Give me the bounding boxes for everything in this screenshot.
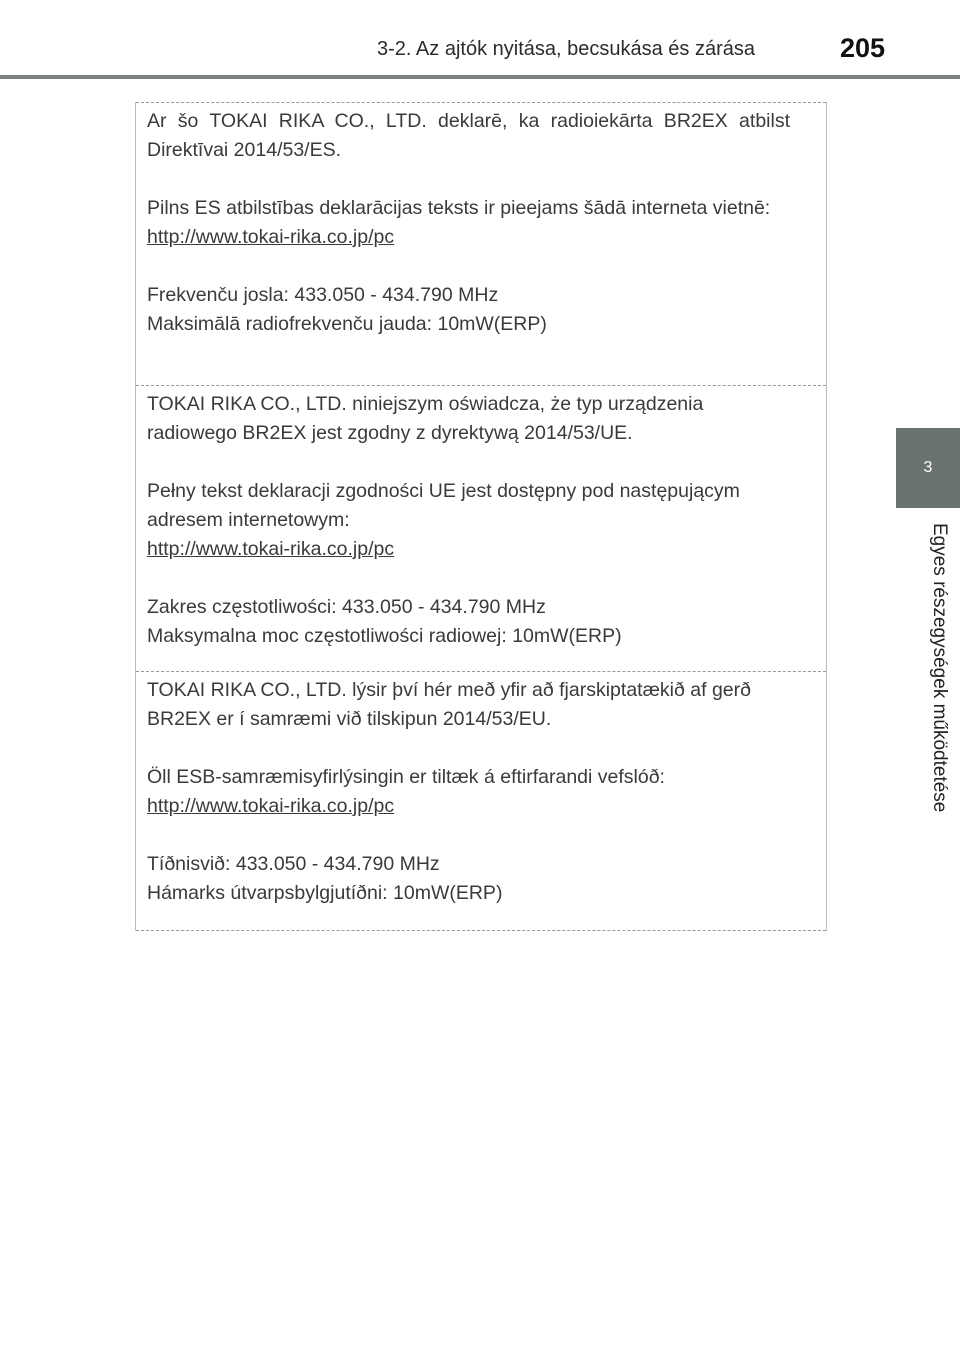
declaration-url-wrap <box>147 792 790 821</box>
declaration-section-icelandic <box>136 671 826 931</box>
declaration-url-wrap <box>147 535 790 564</box>
page-header-title: 3-2. Az ajtók nyitása, becsukása és zárása <box>377 38 755 60</box>
declaration-url-wrap <box>147 223 790 252</box>
chapter-number: 3 <box>923 459 933 476</box>
page-number: 205 <box>839 33 885 63</box>
declaration-text: TOKAI RIKA CO., LTD. lýsir því hér með yfir að fjarskiptatækið af gerð BR2EX er í samræmi við tilskipun 2014/53/EU. <box>147 679 751 730</box>
max-power: Maksimālā radiofrekvenču jauda: 10mW(ERP) <box>147 313 547 335</box>
max-power: Maksymalna moc częstotliwości radiowej: 10mW(ERP) <box>147 625 622 647</box>
declaration-url-link[interactable]: http://www.tokai-rika.co.jp/pc <box>147 795 395 817</box>
max-power: Hámarks útvarpsbylgjutíðni: 10mW(ERP) <box>147 882 503 904</box>
fulltext-intro: Öll ESB-samræmisyfirlýsingin er tiltæk á eftirfarandi vefslóð: <box>147 766 665 788</box>
frequency-band: Frekvenču josla: 433.050 - 434.790 MHz <box>147 284 499 306</box>
header-divider <box>0 75 960 79</box>
declaration-text: TOKAI RIKA CO., LTD. niniejszym oświadcza, że typ urządzenia radiowego BR2EX jest zgodny z dyrektywą 2014/53/UE. <box>147 393 704 444</box>
chapter-title: Egyes részegységek működtetése <box>929 523 950 813</box>
frequency-band: Tíðnisvið: 433.050 - 434.790 MHz <box>147 853 440 875</box>
fulltext-intro: Pilns ES atbilstības deklarācijas teksts ir pieejams šādā interneta vietnē: <box>147 197 771 219</box>
fulltext-intro: Pełny tekst deklaracji zgodności UE jest dostępny pod następującym adresem internetowym: <box>147 480 740 531</box>
declaration-url-link[interactable]: http://www.tokai-rika.co.jp/pc <box>147 226 395 248</box>
declaration-section-polish <box>136 385 826 671</box>
declaration-url-link[interactable]: http://www.tokai-rika.co.jp/pc <box>147 538 395 560</box>
declaration-text: Ar šo TOKAI RIKA CO., LTD. deklarē, ka radioiekārta BR2EX atbilst Direktīvai 2014/53/ES. <box>147 110 790 161</box>
chapter-tab <box>896 428 960 508</box>
declaration-box <box>135 102 827 931</box>
frequency-band: Zakres częstotliwości: 433.050 - 434.790 MHz <box>147 596 546 618</box>
declaration-section-latvian <box>136 102 826 385</box>
